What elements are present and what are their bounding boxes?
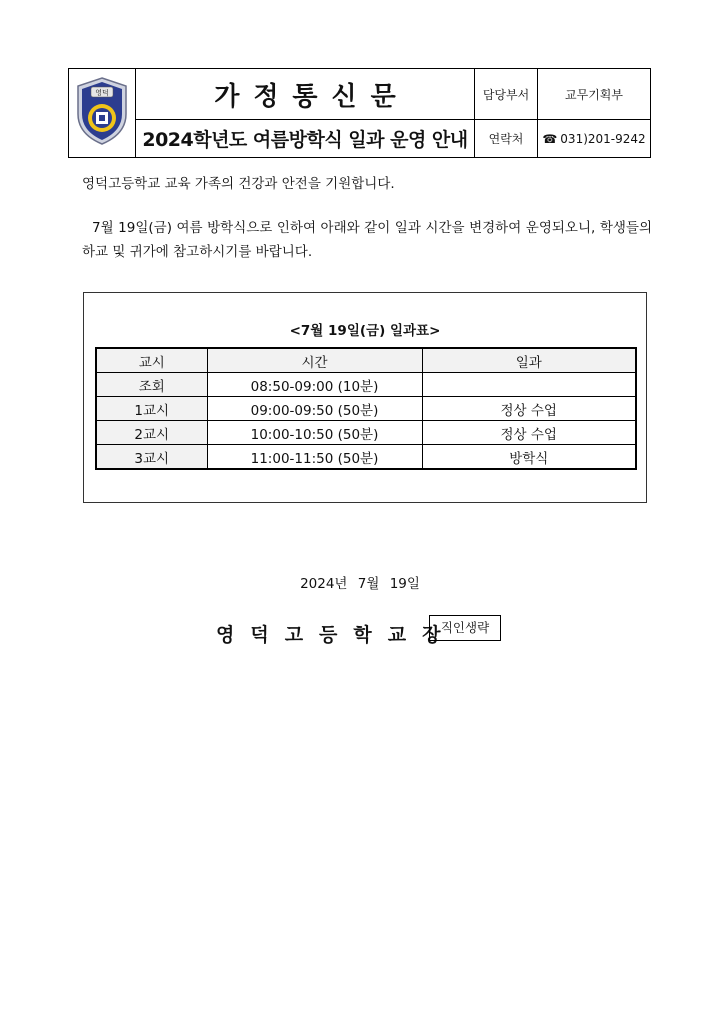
contact-label: 연락처: [475, 120, 538, 158]
contact-value: 031)201-9242: [560, 131, 646, 146]
schedule-table: [95, 347, 637, 470]
phone-icon: ☎: [542, 131, 558, 146]
greeting-text: 영덕고등학교 교육 가족의 건강과 안전을 기원합니다.: [82, 176, 395, 192]
schedule-header-row: [96, 348, 636, 373]
signer-name: 영덕고등학교장: [216, 624, 457, 646]
dept-label: 담당부서: [475, 69, 538, 120]
notice-paragraph: 7월 19일(금) 여름 방학식으로 인하여 아래와 같이 일과 시간을 변경하여 운영되오니, 학생들의 하교 및 귀가에 참고하시기를 바랍니다.: [82, 220, 652, 260]
time-cell: 09:00-09:50 (50분): [207, 397, 422, 421]
table-row: [96, 397, 636, 421]
header-time: 시간: [207, 348, 422, 373]
schedule-title: <7월 19일(금) 일과표>: [289, 323, 441, 339]
subtitle-cell: [136, 120, 475, 158]
page-subtitle: 2024학년도 여름방학식 일과 운영 안내: [142, 129, 468, 152]
title-cell: [136, 69, 475, 120]
issue-date: 2024년 7월 19일: [300, 576, 420, 592]
schedule-box: [83, 292, 647, 503]
table-row: [96, 421, 636, 445]
page-title: 가정통신문: [214, 81, 410, 112]
activity-cell: [422, 373, 636, 397]
dept-value: 교무기획부: [538, 69, 651, 120]
official-stamp: 직인생략: [429, 615, 501, 641]
period-cell: 3교시: [96, 445, 207, 470]
header-table: [68, 68, 651, 158]
contact-value-cell: [538, 120, 651, 158]
activity-cell: 정상 수업: [422, 397, 636, 421]
school-emblem-icon: [74, 76, 130, 146]
period-cell: 2교시: [96, 421, 207, 445]
time-cell: 10:00-10:50 (50분): [207, 421, 422, 445]
period-cell: 조회: [96, 373, 207, 397]
school-logo-cell: [69, 69, 136, 158]
activity-cell: 방학식: [422, 445, 636, 470]
logo-text: 영덕: [95, 89, 109, 97]
period-cell: 1교시: [96, 397, 207, 421]
table-row: [96, 373, 636, 397]
table-row: [96, 445, 636, 470]
time-cell: 08:50-09:00 (10분): [207, 373, 422, 397]
activity-cell: 정상 수업: [422, 421, 636, 445]
time-cell: 11:00-11:50 (50분): [207, 445, 422, 470]
header-period: 교시: [96, 348, 207, 373]
header-activity: 일과: [422, 348, 636, 373]
